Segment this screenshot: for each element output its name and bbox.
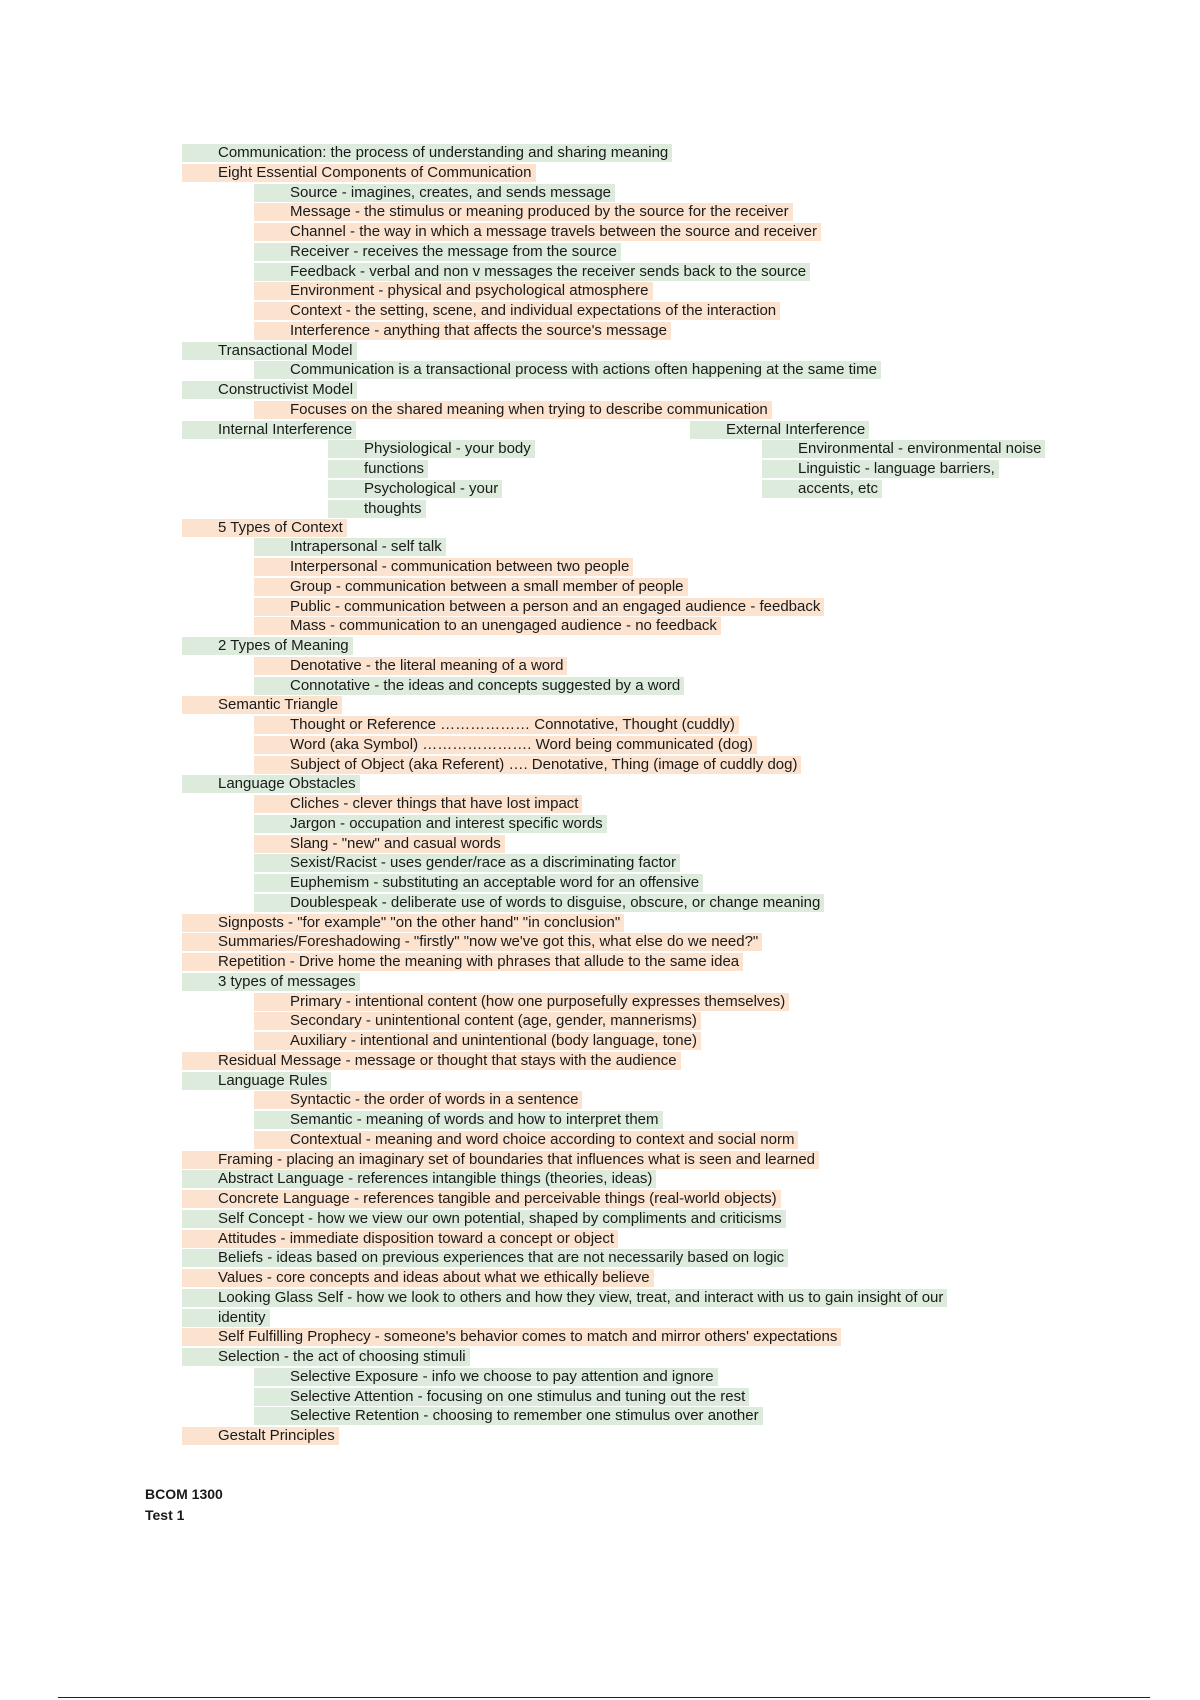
notes-list	[182, 143, 1112, 1446]
item-text: Eight Essential Components of Communication	[182, 164, 536, 182]
list-item	[182, 1229, 1112, 1249]
item-text: 5 Types of Context	[182, 519, 347, 537]
list-item	[182, 143, 1112, 163]
item-text: Looking Glass Self - how we look to others and how they view, treat, and interact with us to gain insight of our	[182, 1289, 947, 1307]
list-item	[182, 380, 1112, 400]
list-item	[182, 1347, 1112, 1367]
list-item	[182, 1327, 1112, 1347]
list-item	[182, 1051, 1112, 1071]
list-item	[182, 1426, 1112, 1446]
item-text: Environmental - environmental noise	[762, 440, 1045, 458]
item-text: Feedback - verbal and non v messages the receiver sends back to the source	[254, 263, 810, 281]
list-item	[182, 873, 1112, 893]
list-item	[182, 952, 1112, 972]
item-text: Slang - "new" and casual words	[254, 835, 505, 853]
item-text: Language Obstacles	[182, 775, 360, 793]
item-text: Context - the setting, scene, and individual expectations of the interaction	[254, 302, 780, 320]
item-text: Doublespeak - deliberate use of words to disguise, obscure, or change meaning	[254, 894, 824, 912]
item-text: Selection - the act of choosing stimuli	[182, 1348, 470, 1366]
list-item	[182, 616, 1112, 636]
list-item	[182, 183, 1112, 203]
document-footer	[145, 1484, 223, 1526]
item-text: Language Rules	[182, 1072, 331, 1090]
list-item	[182, 1169, 1112, 1189]
list-item	[182, 360, 1112, 380]
list-item	[182, 1130, 1112, 1150]
list-item	[182, 301, 1112, 321]
list-item	[182, 1031, 1112, 1051]
item-text: Internal Interference	[182, 421, 356, 439]
item-text: Semantic - meaning of words and how to interpret them	[254, 1111, 663, 1129]
list-section-3	[182, 1327, 1112, 1446]
list-item	[182, 774, 1112, 794]
item-text: Interference - anything that affects the source's message	[254, 322, 671, 340]
item-text: Thought or Reference ……………… Connotative, Thought (cuddly)	[254, 716, 739, 734]
list-item	[182, 1071, 1112, 1091]
item-text: Jargon - occupation and interest specific words	[254, 815, 607, 833]
list-item	[182, 1406, 1112, 1426]
list-item	[182, 1209, 1112, 1229]
list-item	[182, 1248, 1112, 1268]
item-text: Residual Message - message or thought that stays with the audience	[182, 1052, 681, 1070]
item-text: Public - communication between a person and an engaged audience - feedback	[254, 598, 824, 616]
item-text: Abstract Language - references intangible things (theories, ideas)	[182, 1170, 656, 1188]
list-item	[182, 281, 1112, 301]
item-text: Mass - communication to an unengaged audience - no feedback	[254, 617, 721, 635]
list-item	[182, 1090, 1112, 1110]
list-item	[182, 1288, 1112, 1308]
item-text: Framing - placing an imaginary set of boundaries that influences what is seen and learned	[182, 1151, 819, 1169]
item-text: Focuses on the shared meaning when trying to describe communication	[254, 401, 772, 419]
item-text: accents, etc	[762, 480, 882, 498]
list-section-2	[182, 518, 1112, 1288]
item-text: Signposts - "for example" "on the other hand" "in conclusion"	[182, 914, 624, 932]
item-text: Group - communication between a small member of people	[254, 578, 688, 596]
item-text: Sexist/Racist - uses gender/race as a discriminating factor	[254, 854, 680, 872]
list-item	[182, 222, 1112, 242]
item-text: Denotative - the literal meaning of a word	[254, 657, 567, 675]
list-item	[182, 242, 1112, 262]
list-item	[182, 577, 1112, 597]
list-item	[182, 676, 1112, 696]
list-item	[182, 715, 1112, 735]
list-item	[182, 735, 1112, 755]
item-text: 3 types of messages	[182, 973, 360, 991]
item-text: thoughts	[328, 500, 426, 518]
list-item	[182, 537, 1112, 557]
item-text: Summaries/Foreshadowing - "firstly" "now we've got this, what else do we need?"	[182, 933, 762, 951]
list-item	[182, 834, 1112, 854]
item-text: Channel - the way in which a message travels between the source and receiver	[254, 223, 821, 241]
list-item	[182, 814, 1112, 834]
list-item	[182, 992, 1112, 1012]
list-item	[182, 656, 1112, 676]
item-text: Self Fulfilling Prophecy - someone's behavior comes to match and mirror others' expectations	[182, 1328, 841, 1346]
item-text: Selective Attention - focusing on one stimulus and tuning out the rest	[254, 1388, 749, 1406]
item-text: Environment - physical and psychological atmosphere	[254, 282, 653, 300]
item-text: Concrete Language - references tangible and perceivable things (real-world objects)	[182, 1190, 781, 1208]
item-text: Interpersonal - communication between two people	[254, 558, 633, 576]
list-item	[182, 557, 1112, 577]
item-text: Transactional Model	[182, 342, 357, 360]
item-text: Attitudes - immediate disposition toward a concept or object	[182, 1230, 618, 1248]
list-section-1	[182, 143, 1112, 420]
item-text: Constructivist Model	[182, 381, 357, 399]
item-text: Word (aka Symbol) …………………. Word being communicated (dog)	[254, 736, 757, 754]
list-item	[182, 893, 1112, 913]
bottom-rule	[58, 1697, 1150, 1698]
test-label: Test 1	[145, 1507, 185, 1523]
list-item	[182, 597, 1112, 617]
list-item	[182, 1150, 1112, 1170]
list-item	[182, 972, 1112, 992]
list-item	[182, 1387, 1112, 1407]
item-text: Communication: the process of understanding and sharing meaning	[182, 144, 672, 162]
item-text: Subject of Object (aka Referent) …. Denotative, Thing (image of cuddly dog)	[254, 756, 801, 774]
list-item	[182, 913, 1112, 933]
item-text: Auxiliary - intentional and unintentional (body language, tone)	[254, 1032, 701, 1050]
list-item	[182, 1189, 1112, 1209]
list-item	[182, 1268, 1112, 1288]
item-text: External Interference	[690, 421, 869, 439]
item-text: Receiver - receives the message from the source	[254, 243, 621, 261]
item-text: Semantic Triangle	[182, 696, 342, 714]
list-item	[182, 636, 1112, 656]
list-item	[182, 932, 1112, 952]
list-item	[182, 1367, 1112, 1387]
item-text: Gestalt Principles	[182, 1427, 339, 1445]
list-item-continuation	[182, 1308, 1112, 1328]
item-text: Cliches - clever things that have lost impact	[254, 795, 582, 813]
list-item	[182, 341, 1112, 361]
item-text: functions	[328, 460, 428, 478]
item-text: Selective Retention - choosing to remember one stimulus over another	[254, 1407, 763, 1425]
item-text: Euphemism - substituting an acceptable word for an offensive	[254, 874, 703, 892]
item-text: Syntactic - the order of words in a sentence	[254, 1091, 582, 1109]
list-item	[182, 163, 1112, 183]
item-text: Communication is a transactional process with actions often happening at the same time	[254, 361, 881, 379]
item-text: Linguistic - language barriers,	[762, 460, 999, 478]
list-item	[182, 1011, 1112, 1031]
item-text: 2 Types of Meaning	[182, 637, 353, 655]
list-item	[182, 1110, 1112, 1130]
item-text: Values - core concepts and ideas about what we ethically believe	[182, 1269, 654, 1287]
list-item	[182, 321, 1112, 341]
item-text: Contextual - meaning and word choice according to context and social norm	[254, 1131, 798, 1149]
list-item	[182, 853, 1112, 873]
item-text: Source - imagines, creates, and sends message	[254, 184, 615, 202]
list-item	[182, 262, 1112, 282]
item-text: Intrapersonal - self talk	[254, 538, 446, 556]
list-item	[182, 518, 1112, 538]
item-text: Secondary - unintentional content (age, gender, mannerisms)	[254, 1012, 701, 1030]
list-item	[182, 400, 1112, 420]
item-text: Psychological - your	[328, 480, 502, 498]
interference-columns	[182, 420, 1112, 518]
item-text: Repetition - Drive home the meaning with phrases that allude to the same idea	[182, 953, 743, 971]
list-item	[182, 755, 1112, 775]
list-item	[182, 202, 1112, 222]
course-code: BCOM 1300	[145, 1486, 223, 1502]
item-text: Beliefs - ideas based on previous experiences that are not necessarily based on logic	[182, 1249, 788, 1267]
item-text: identity	[182, 1309, 270, 1327]
item-text: Message - the stimulus or meaning produced by the source for the receiver	[254, 203, 793, 221]
list-item	[182, 794, 1112, 814]
item-text: Physiological - your body	[328, 440, 535, 458]
item-text: Selective Exposure - info we choose to pay attention and ignore	[254, 1368, 718, 1386]
item-text: Connotative - the ideas and concepts suggested by a word	[254, 677, 684, 695]
item-text: Self Concept - how we view our own potential, shaped by compliments and criticisms	[182, 1210, 786, 1228]
item-text: Primary - intentional content (how one purposefully expresses themselves)	[254, 993, 789, 1011]
list-item	[182, 695, 1112, 715]
